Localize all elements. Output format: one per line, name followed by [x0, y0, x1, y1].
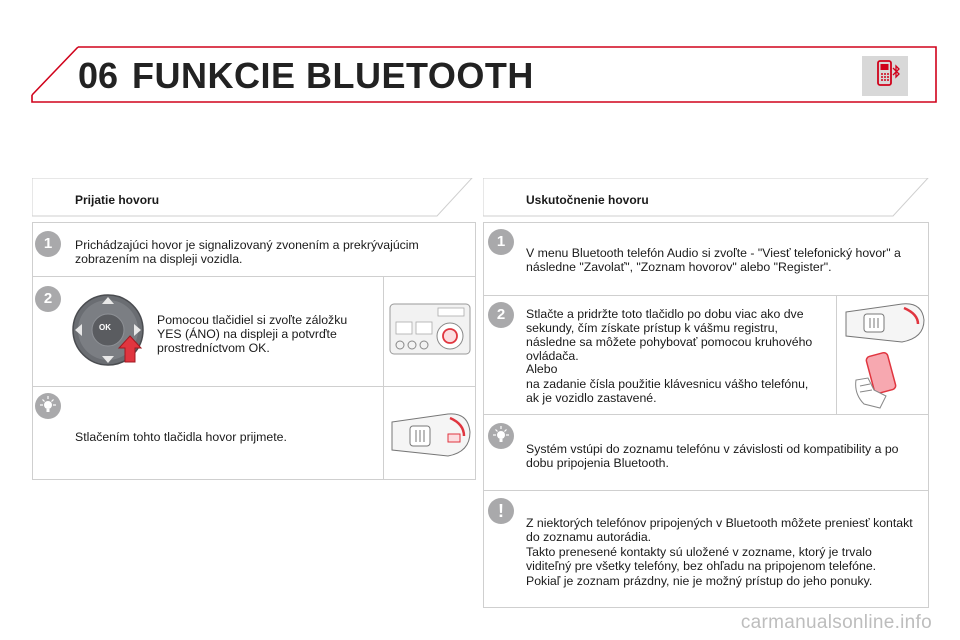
warning-text-2: Takto prenesené kontakty sú uložené v zozname, ktorý je trvalo viditeľný pre všetky telefóny, bez ohľadu na pripojenom telefóne.	[526, 545, 877, 573]
hand-phone-illustration	[850, 350, 910, 410]
right-tip-lightbulb-icon	[488, 423, 514, 449]
car-radio-illustration	[388, 300, 472, 358]
steering-stalk-illustration	[388, 408, 474, 464]
left-step2-badge: 2	[35, 286, 61, 312]
warning-text-1: Z niektorých telefónov pripojených v Bluetooth môžete preniesť kontakt do zoznamu autorádia.	[526, 516, 913, 544]
right-tip-text: Systém vstúpi do zoznamu telefónu v závislosti od kompatibility a po dobu pripojenia Bluetooth.	[526, 442, 899, 470]
left-tip-lightbulb-icon	[35, 393, 61, 419]
right-image-separator	[836, 296, 837, 414]
left-step1-text: Prichádzajúci hovor je signalizovaný zvonením a prekrývajúcim zobrazením na displeji vozidla.	[75, 238, 419, 266]
left-tip-text: Stlačením tohto tlačidla hovor prijmete.	[75, 430, 287, 444]
right-row-divider-1	[484, 295, 928, 296]
right-step2-text: Stlačte a pridržte toto tlačidlo po dobu viac ako dve sekundy, čím získate prístup k vášmu registru, následne sa môžete pohybovať pomocou kruhového ovládača.	[526, 307, 813, 363]
right-row-divider-3	[484, 490, 928, 491]
right-step2-badge: 2	[488, 302, 514, 328]
right-step2-alt-text: na zadanie čísla použitie klávesnicu vášho telefónu, ak je vozidlo zastavené.	[526, 377, 809, 405]
ok-label: OK	[99, 323, 111, 332]
left-row-divider-1	[33, 276, 475, 277]
bluetooth-phone-icon	[862, 56, 908, 96]
left-section-title: Prijatie hovoru	[75, 193, 160, 207]
left-image-separator-1	[383, 277, 384, 386]
steering-stalk-right-illustration	[842, 300, 928, 350]
chapter-number: 06	[78, 55, 119, 96]
right-section-title: Uskutočnenie hovoru	[526, 193, 649, 207]
left-row-divider-2	[33, 386, 475, 387]
right-step2-or-label: Alebo	[526, 362, 558, 376]
footer-watermark: carmanualsonline.info	[740, 612, 932, 633]
left-step1-badge: 1	[35, 231, 61, 257]
warning-text-3: Pokiaľ je zoznam prázdny, nie je možný prístup do jeho ponuky.	[526, 574, 873, 588]
right-row-divider-2	[484, 414, 928, 415]
chapter-title: FUNKCIE BLUETOOTH	[132, 55, 534, 96]
right-step1-badge: 1	[488, 229, 514, 255]
left-step2-text: Pomocou tlačidiel si zvoľte záložku YES (ÁNO) na displeji a potvrďte prostredníctvom OK.	[157, 313, 348, 355]
warning-exclamation-icon: !	[488, 498, 514, 524]
right-step1-text: V menu Bluetooth telefón Audio si zvoľte - "Viesť telefonický hovor" a následne "Zavolať", "Zoznam hovorov" alebo "Register".	[526, 246, 901, 274]
left-image-separator-2	[383, 387, 384, 479]
